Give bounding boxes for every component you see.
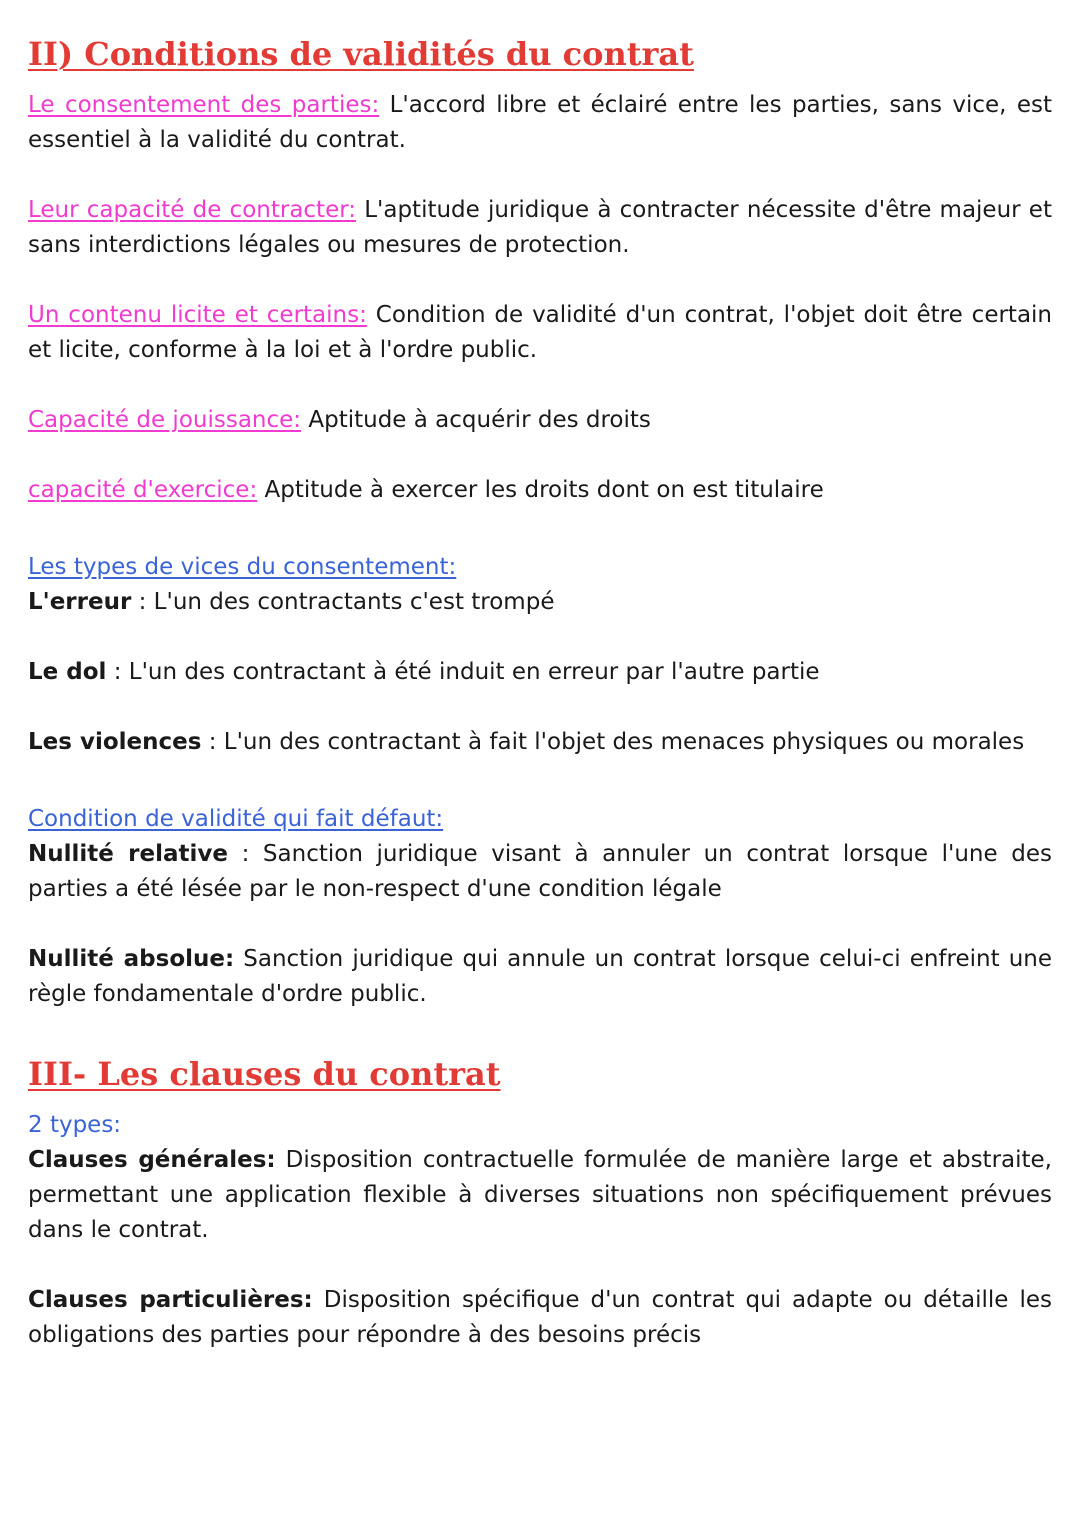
clauses-particulieres	[28, 1283, 1052, 1353]
definition-text: : L'un des contractant à été induit en erreur par l'autre partie	[106, 659, 820, 685]
term-capacite-jouissance: Capacité de jouissance:	[28, 407, 302, 433]
definition-text: Sanction juridique qui annule un contrat lorsque celui-ci enfreint une règle fondamentale d'ordre public.	[28, 946, 1053, 1007]
term-clauses-generales: Clauses générales:	[28, 1147, 276, 1173]
definition-text: : Sanction juridique visant à annuler un contrat lorsque l'une des parties a été lésée par le non-respect d'une condition légale	[28, 841, 1052, 902]
term-capacite-exercice: capacité d'exercice:	[28, 477, 258, 503]
term-contenu-licite: Un contenu licite et certains:	[28, 302, 367, 328]
term-dol: Le dol	[28, 659, 107, 685]
term-capacite-contracter: Leur capacité de contracter:	[28, 197, 357, 223]
definition-text: : L'un des contractants c'est trompé	[131, 589, 555, 615]
document-page	[28, 30, 1052, 1353]
vices-subtitle: Les types de vices du consentement:	[28, 554, 457, 580]
nullite-relative	[28, 837, 1052, 907]
term-nullite-relative: Nullité relative	[28, 841, 228, 867]
definition-capacite-jouissance	[28, 403, 1052, 438]
definition-consentement	[28, 88, 1052, 158]
definition-text: L'accord libre et éclairé entre les parties, sans vice, est essentiel à la validité du contrat.	[28, 92, 1052, 153]
definition-capacite-exercice	[28, 473, 1052, 508]
vice-violences	[28, 725, 1052, 760]
term-nullite-absolue: Nullité absolue:	[28, 946, 235, 972]
definition-capacite-contracter	[28, 193, 1052, 263]
term-erreur: L'erreur	[28, 589, 132, 615]
term-consentement: Le consentement des parties:	[28, 92, 380, 118]
definition-text: L'aptitude juridique à contracter nécessite d'être majeur et sans interdictions légales ou mesures de protection.	[28, 197, 1052, 258]
nullite-absolue	[28, 942, 1052, 1012]
definition-text: Aptitude à acquérir des droits	[301, 407, 651, 433]
definition-contenu-licite	[28, 298, 1052, 368]
term-clauses-particulieres: Clauses particulières:	[28, 1287, 313, 1313]
section-2-title: II) Conditions de validités du contrat	[28, 35, 694, 73]
defaut-subtitle: Condition de validité qui fait défaut:	[28, 806, 444, 832]
definition-text: : L'un des contractant à fait l'objet des menaces physiques ou morales	[201, 729, 1025, 755]
definition-text: Disposition contractuelle formulée de manière large et abstraite, permettant une application flexible à diverses situations non spécifiquement prévues dans le contrat.	[28, 1147, 1052, 1243]
definition-text: Condition de validité d'un contrat, l'objet doit être certain et licite, conforme à la loi et à l'ordre public.	[28, 302, 1053, 363]
section-3-title: III- Les clauses du contrat	[28, 1055, 501, 1093]
vice-erreur	[28, 585, 1052, 620]
definition-text: Aptitude à exercer les droits dont on est titulaire	[257, 477, 824, 503]
clauses-generales	[28, 1143, 1052, 1248]
types-subtitle: 2 types:	[28, 1112, 122, 1138]
vice-dol	[28, 655, 1052, 690]
definition-text: Disposition spécifique d'un contrat qui adapte ou détaille les obligations des parties pour répondre à des besoins précis	[28, 1287, 1052, 1348]
term-violences: Les violences	[28, 729, 202, 755]
